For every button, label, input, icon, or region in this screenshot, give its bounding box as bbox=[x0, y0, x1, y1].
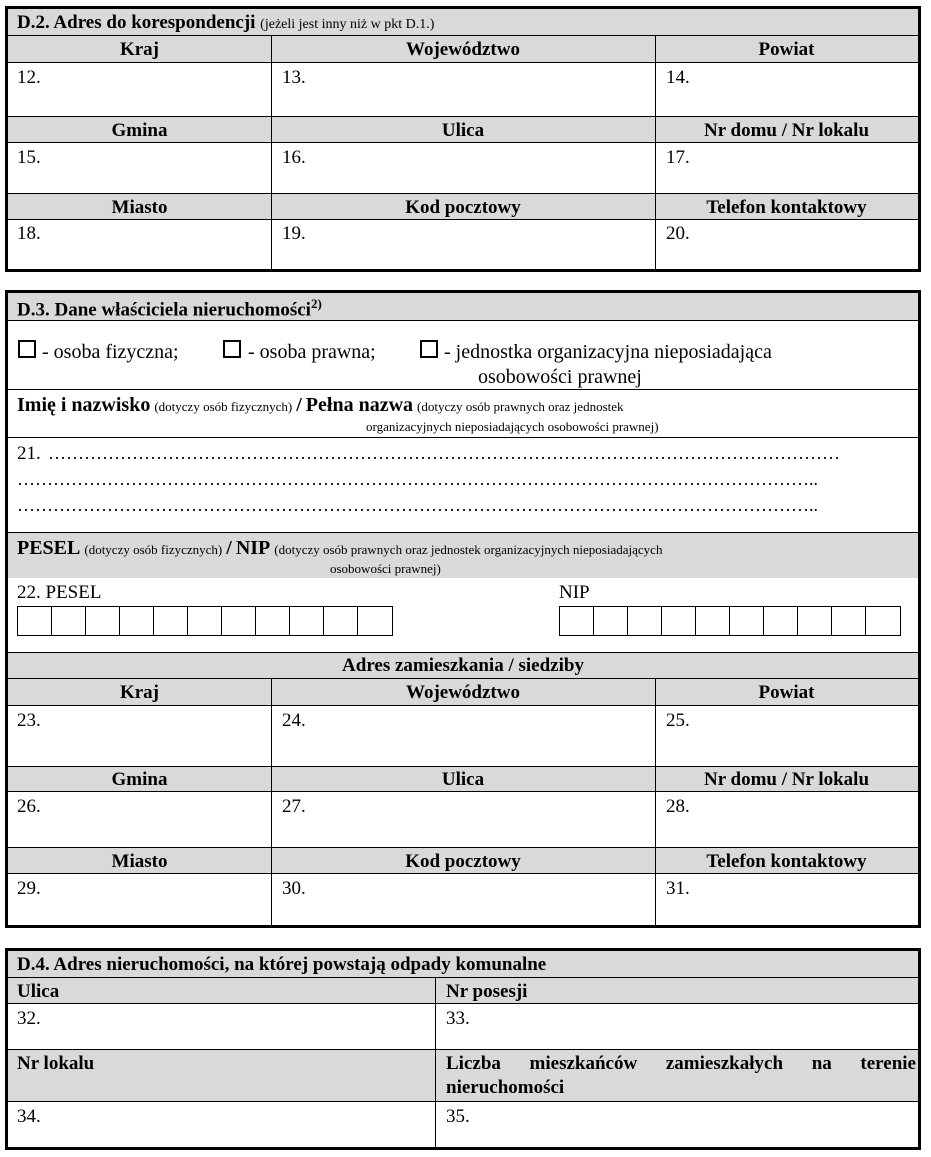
checkbox-jednostka[interactable] bbox=[420, 340, 438, 358]
label-gmina: Gmina bbox=[111, 120, 168, 141]
field-15[interactable]: 15. bbox=[17, 147, 41, 168]
field-20[interactable]: 20. bbox=[666, 223, 690, 244]
field-12[interactable]: 12. bbox=[17, 67, 41, 88]
section-d2-title: D.2. Adres do korespondencji (jeżeli jest inny niż w pkt D.1.) bbox=[17, 12, 435, 33]
label-miasto-2: Miasto bbox=[111, 851, 168, 872]
field-29[interactable]: 29. bbox=[17, 878, 41, 899]
field-26[interactable]: 26. bbox=[17, 796, 41, 817]
field-21[interactable]: 21. bbox=[17, 443, 41, 464]
label-kraj: Kraj bbox=[119, 39, 160, 60]
field-35[interactable]: 35. bbox=[446, 1106, 470, 1127]
addr-title: Adres zamieszkania / siedziby bbox=[342, 655, 584, 676]
label-telefon-2: Telefon kontaktowy bbox=[706, 851, 867, 872]
section-d2 bbox=[5, 6, 921, 272]
nip-field-label: NIP bbox=[559, 582, 590, 603]
label-powiat: Powiat bbox=[758, 39, 815, 60]
label-kod-pocztowy-2: Kod pocztowy bbox=[405, 851, 521, 872]
field-30[interactable]: 30. bbox=[282, 878, 306, 899]
pesel-nip-label: PESEL (dotyczy osób fizycznych) / NIP (dotyczy osób prawnych oraz jednostek organizacyjnych nieposiadających bbox=[17, 537, 663, 559]
checkbox-osoba-prawna[interactable] bbox=[223, 340, 241, 358]
section-d3-title: D.3. Dane właściciela nieruchomości$^{2)}$ bbox=[17, 296, 322, 321]
field-23[interactable]: 23. bbox=[17, 710, 41, 731]
field-32[interactable]: 32. bbox=[17, 1008, 41, 1029]
name-label: Imię i nazwisko (dotyczy osób fizycznych) / Pełna nazwa (dotyczy osób prawnych oraz jednostek bbox=[17, 394, 624, 416]
label-nr-domu: Nr domu / Nr lokalu bbox=[703, 120, 870, 141]
name-dots-2: …………………………………………………………………………………………………………………….. bbox=[17, 469, 818, 489]
label-liczba-mieszkancow: Liczba mieszkańców zamieszkałych na terenie bbox=[446, 1053, 916, 1074]
label-telefon: Telefon kontaktowy bbox=[706, 197, 867, 218]
checkbox-osoba-fizyczna[interactable] bbox=[18, 340, 36, 358]
nip-input[interactable] bbox=[559, 606, 901, 636]
label-wojewodztwo-2: Województwo bbox=[406, 682, 520, 703]
label-nr-lokalu: Nr lokalu bbox=[17, 1053, 95, 1074]
field-24[interactable]: 24. bbox=[282, 710, 306, 731]
field-16[interactable]: 16. bbox=[282, 147, 306, 168]
name-note-cont: organizacyjnych nieposiadających osobowości prawnej) bbox=[366, 419, 659, 434]
label-gmina-2: Gmina bbox=[111, 769, 168, 790]
field-13[interactable]: 13. bbox=[282, 67, 306, 88]
section-d3 bbox=[5, 290, 921, 928]
label-liczba-mieszkancow-cont: nieruchomości bbox=[446, 1077, 565, 1098]
label-powiat-2: Powiat bbox=[758, 682, 815, 703]
section-d4 bbox=[5, 948, 921, 1150]
option-osoba-fizyczna: - osoba fizyczna; bbox=[42, 341, 179, 363]
pesel-input[interactable] bbox=[17, 606, 393, 636]
field-25[interactable]: 25. bbox=[666, 710, 690, 731]
field-18[interactable]: 18. bbox=[17, 223, 41, 244]
field-28[interactable]: 28. bbox=[666, 796, 690, 817]
nip-note-cont: osobowości prawnej) bbox=[330, 561, 441, 576]
field-27[interactable]: 27. bbox=[282, 796, 306, 817]
label-nr-posesji: Nr posesji bbox=[446, 981, 528, 1002]
field-17[interactable]: 17. bbox=[666, 147, 690, 168]
option-jednostka: - jednostka organizacyjna nieposiadająca bbox=[444, 341, 772, 363]
label-kod-pocztowy: Kod pocztowy bbox=[405, 197, 521, 218]
field-33[interactable]: 33. bbox=[446, 1008, 470, 1029]
field-19[interactable]: 19. bbox=[282, 223, 306, 244]
field-31[interactable]: 31. bbox=[666, 878, 690, 899]
option-osoba-prawna: - osoba prawna; bbox=[248, 341, 376, 363]
option-jednostka-cont: osobowości prawnej bbox=[478, 366, 642, 388]
label-kraj-2: Kraj bbox=[119, 682, 160, 703]
label-miasto: Miasto bbox=[111, 197, 168, 218]
field-34[interactable]: 34. bbox=[17, 1106, 41, 1127]
label-ulica: Ulica bbox=[441, 120, 485, 141]
label-nr-domu-2: Nr domu / Nr lokalu bbox=[703, 769, 870, 790]
label-wojewodztwo: Województwo bbox=[406, 39, 520, 60]
name-dots-1: …………………………………………………………………………………………………………………… bbox=[48, 443, 840, 463]
label-ulica-2: Ulica bbox=[441, 769, 485, 790]
field-14[interactable]: 14. bbox=[666, 67, 690, 88]
section-d4-title: D.4. Adres nieruchomości, na której powstają odpady komunalne bbox=[17, 954, 547, 975]
pesel-field-label: 22. PESEL bbox=[17, 582, 102, 603]
label-ulica-d4: Ulica bbox=[17, 981, 60, 1002]
name-dots-3: …………………………………………………………………………………………………………………….. bbox=[17, 495, 818, 515]
